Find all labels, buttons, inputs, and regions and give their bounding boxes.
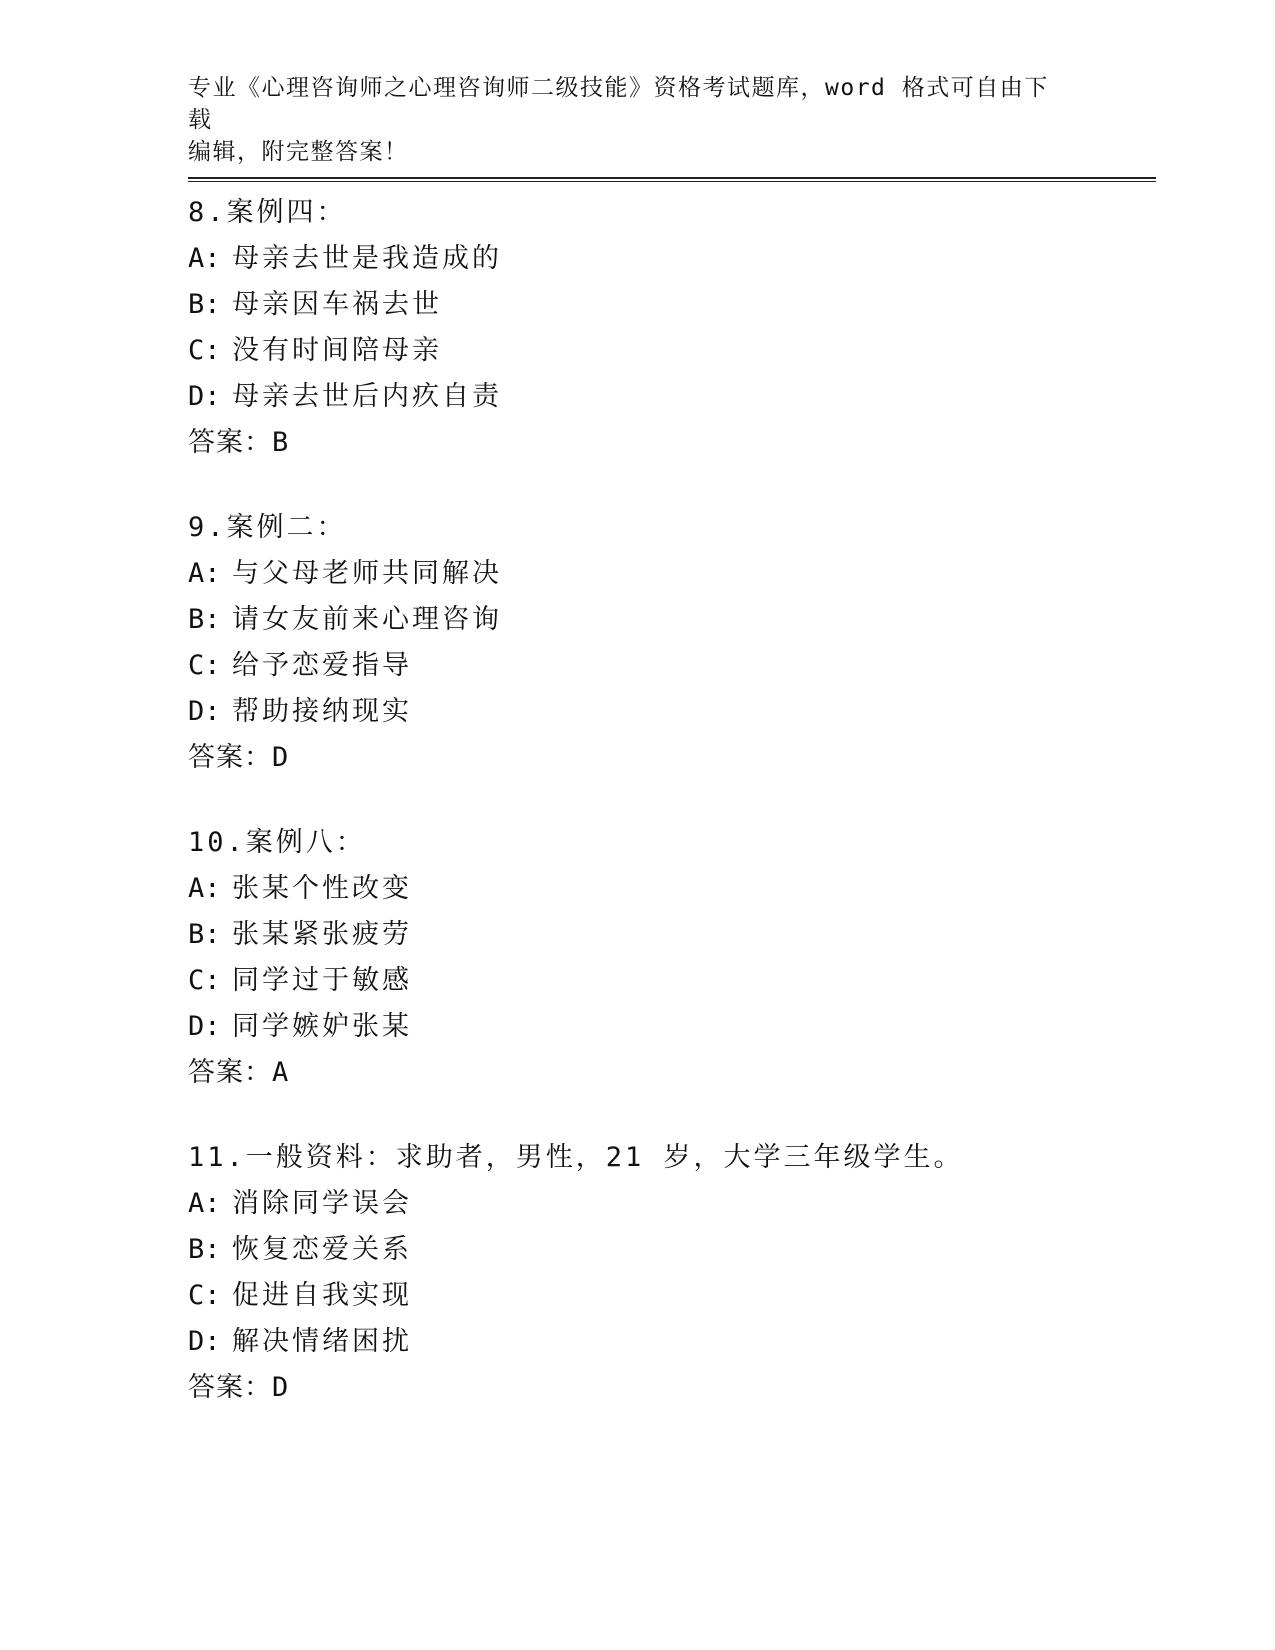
option-text: 同学过于敏感 bbox=[232, 965, 412, 996]
option-b bbox=[188, 912, 1148, 958]
answer-line: 答案：D bbox=[188, 742, 290, 773]
answer-line: 答案：B bbox=[188, 427, 290, 458]
option-text: 同学嫉妒张某 bbox=[232, 1011, 412, 1042]
option-c bbox=[188, 1273, 1148, 1319]
option-letter: B: bbox=[188, 1234, 221, 1265]
option-a bbox=[188, 866, 1148, 912]
question-8 bbox=[188, 190, 1148, 466]
option-a bbox=[188, 1181, 1148, 1227]
option-text: 与父母老师共同解决 bbox=[232, 558, 502, 589]
header-line-1: 专业《心理咨询师之心理咨询师二级技能》资格考试题库，word 格式可自由下载 bbox=[188, 75, 1049, 133]
option-a bbox=[188, 551, 1148, 597]
option-b bbox=[188, 282, 1148, 328]
option-text: 解决情绪困扰 bbox=[232, 1326, 412, 1357]
question-stem: 10.案例八： bbox=[188, 827, 366, 858]
option-text: 母亲因车祸去世 bbox=[232, 289, 442, 320]
option-letter: A: bbox=[188, 1188, 221, 1219]
option-letter: A: bbox=[188, 243, 221, 274]
question-stem: 9.案例二： bbox=[188, 512, 347, 543]
option-letter: C: bbox=[188, 335, 221, 366]
option-text: 母亲去世是我造成的 bbox=[232, 243, 502, 274]
question-list bbox=[188, 190, 1148, 1450]
option-letter: B: bbox=[188, 289, 221, 320]
answer-line: 答案：D bbox=[188, 1372, 290, 1403]
option-letter: C: bbox=[188, 650, 221, 681]
option-c bbox=[188, 643, 1148, 689]
question-stem: 11.一般资料：求助者，男性，21 岁，大学三年级学生。 bbox=[188, 1142, 964, 1173]
option-letter: D: bbox=[188, 1011, 221, 1042]
option-d bbox=[188, 1004, 1148, 1050]
question-stem: 8.案例四： bbox=[188, 197, 347, 228]
option-letter: D: bbox=[188, 696, 221, 727]
option-c bbox=[188, 328, 1148, 374]
option-d bbox=[188, 1319, 1148, 1365]
option-text: 促进自我实现 bbox=[232, 1280, 412, 1311]
option-text: 请女友前来心理咨询 bbox=[232, 604, 502, 635]
option-text: 没有时间陪母亲 bbox=[232, 335, 442, 366]
option-text: 母亲去世后内疚自责 bbox=[232, 381, 502, 412]
option-text: 给予恋爱指导 bbox=[232, 650, 412, 681]
option-d bbox=[188, 689, 1148, 735]
option-letter: C: bbox=[188, 1280, 221, 1311]
option-letter: D: bbox=[188, 1326, 221, 1357]
option-letter: B: bbox=[188, 604, 221, 635]
header-line-2: 编辑，附完整答案！ bbox=[188, 139, 409, 165]
option-d bbox=[188, 374, 1148, 420]
option-a bbox=[188, 236, 1148, 282]
question-11 bbox=[188, 1135, 1148, 1411]
option-c bbox=[188, 958, 1148, 1004]
option-b bbox=[188, 597, 1148, 643]
option-text: 消除同学误会 bbox=[232, 1188, 412, 1219]
header-divider bbox=[188, 177, 1156, 182]
question-10 bbox=[188, 820, 1148, 1096]
question-9 bbox=[188, 505, 1148, 781]
option-letter: A: bbox=[188, 558, 221, 589]
option-text: 张某紧张疲劳 bbox=[232, 919, 412, 950]
option-b bbox=[188, 1227, 1148, 1273]
option-text: 帮助接纳现实 bbox=[232, 696, 412, 727]
option-letter: C: bbox=[188, 965, 221, 996]
document-header bbox=[188, 72, 1068, 168]
option-letter: A: bbox=[188, 873, 221, 904]
option-letter: D: bbox=[188, 381, 221, 412]
option-text: 恢复恋爱关系 bbox=[232, 1234, 412, 1265]
answer-line: 答案：A bbox=[188, 1057, 290, 1088]
option-text: 张某个性改变 bbox=[232, 873, 412, 904]
option-letter: B: bbox=[188, 919, 221, 950]
